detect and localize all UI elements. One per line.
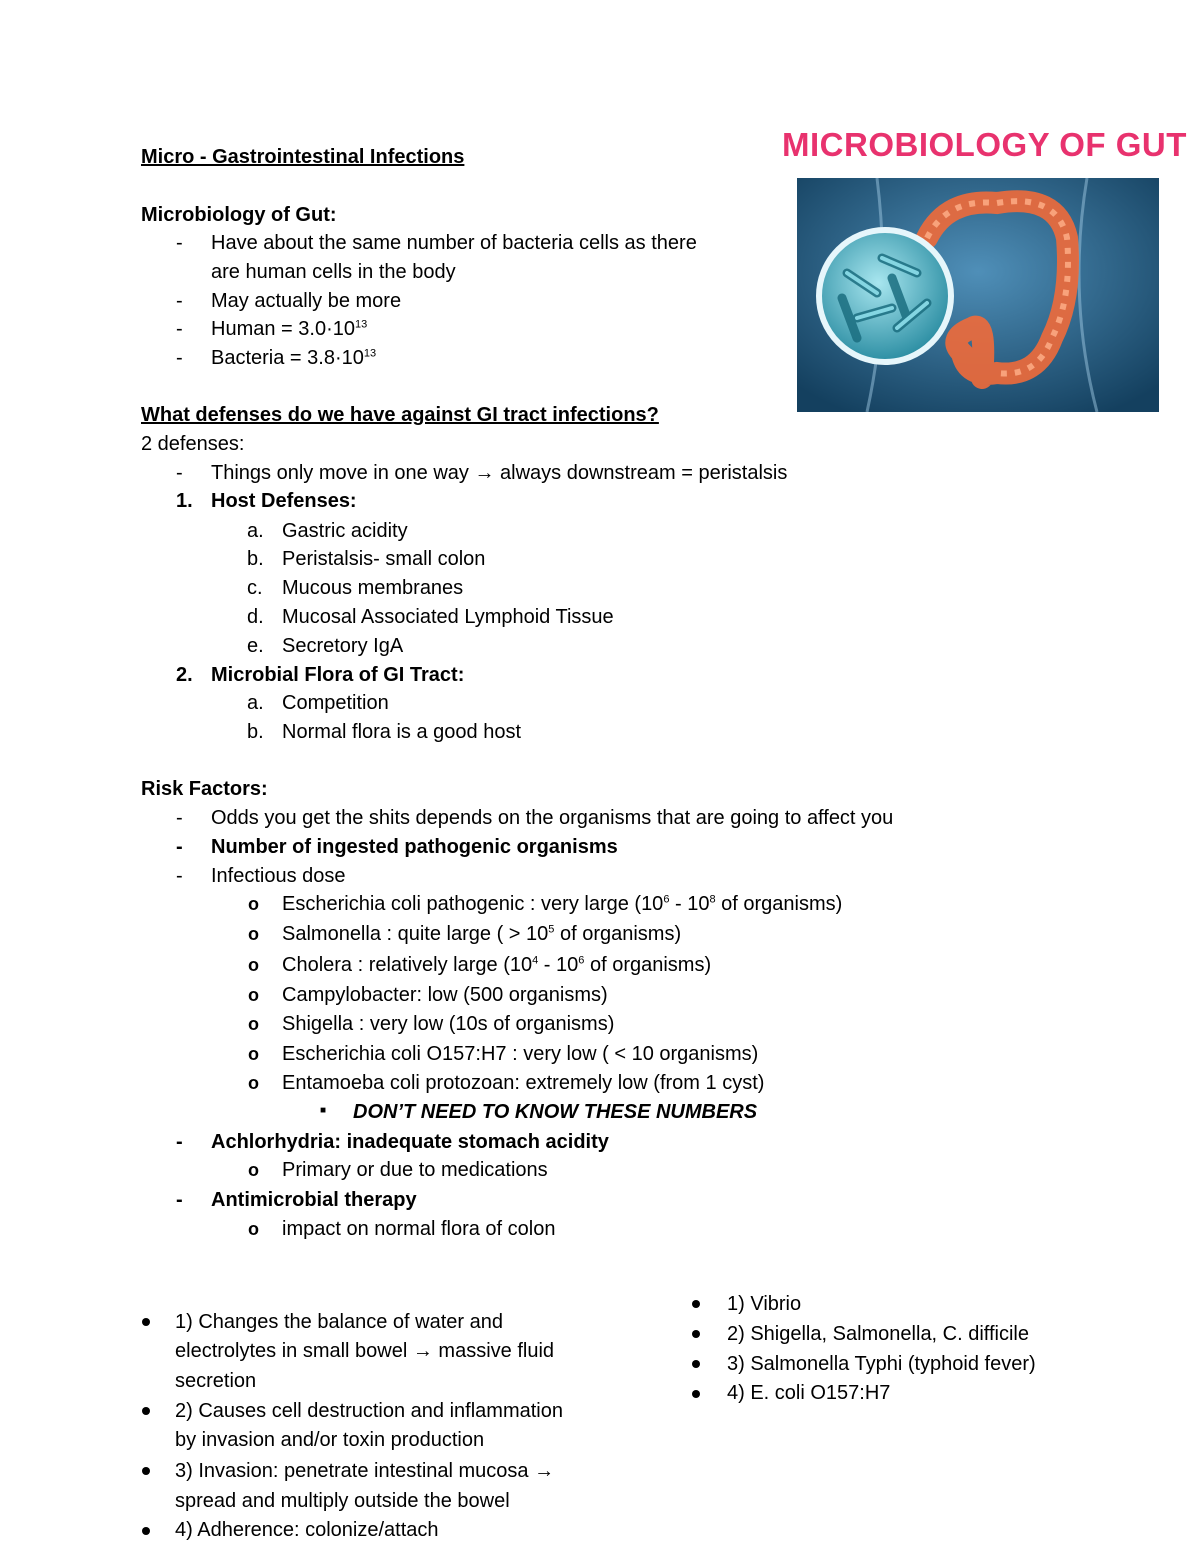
list-item (211, 318, 367, 340)
circle-bullet-icon: o (248, 985, 259, 1005)
dose-item: Cholera : relatively large ($10^4 - 10^6$ of organisms) (282, 954, 712, 976)
host-defenses-heading: Host Defenses: (211, 490, 357, 512)
list-item: Gastric acidity (282, 520, 408, 542)
dose-item: Salmonella : quite large ( > $10^5$ of organisms) (282, 923, 682, 945)
circle-bullet-icon: o (248, 1160, 259, 1180)
organism-item: 3) Salmonella Typhi (typhoid fever) (727, 1353, 1036, 1375)
mechanism-item: 4) Adherence: colonize/attach (175, 1519, 439, 1541)
organism-item: 2) Shigella, Salmonella, C. difficile (727, 1323, 1030, 1345)
section-heading-microbiology: Microbiology of Gut: (141, 204, 337, 226)
organism-item: 4) E. coli O157:H7 (727, 1382, 891, 1404)
list-item: Competition (282, 692, 389, 714)
mechanism-item: 1) Changes the balance of water and (175, 1311, 503, 1333)
list-number: 1. (176, 490, 193, 512)
document-title: Micro - Gastrointestinal Infections (141, 146, 465, 168)
dose-item: Escherichia coli O157:H7 : very low ( < 10 organisms) (282, 1043, 759, 1065)
circle-bullet-icon: o (248, 894, 259, 914)
hero-title: MICROBIOLOGY OF GUT (782, 126, 1187, 163)
circle-bullet-icon: o (248, 1219, 259, 1239)
dose-item: Campylobacter: low (500 organisms) (282, 984, 608, 1006)
mechanism-item-continuation: by invasion and/or toxin production (175, 1429, 485, 1451)
list-item: Mucous membranes (282, 577, 464, 599)
bullet-icon (692, 1330, 700, 1338)
list-letter: e. (247, 635, 264, 657)
section-heading-defenses: What defenses do we have against GI tract infections? (141, 404, 659, 426)
section-heading-risk-factors: Risk Factors: (141, 778, 268, 800)
mechanism-item-continuation: electrolytes in small bowel → massive fluid (175, 1340, 555, 1362)
list-letter: d. (247, 606, 264, 628)
bullet-icon (692, 1300, 700, 1308)
bullet-icon (142, 1467, 150, 1475)
circle-bullet-icon: o (248, 924, 259, 944)
human-count: Human = 3.0·10 (211, 318, 355, 340)
organism-item: 1) Vibrio (727, 1293, 802, 1315)
dose-item: Entamoeba coli protozoan: extremely low (from 1 cyst) (282, 1072, 765, 1094)
list-item: Secretory IgA (282, 635, 404, 657)
list-item: - Achlorhydria: inadequate stomach acidity (211, 1131, 609, 1153)
microbial-flora-heading: Microbial Flora of GI Tract: (211, 664, 465, 686)
list-number: 2. (176, 664, 193, 686)
dose-item: Shigella : very low (10s of organisms) (282, 1013, 615, 1035)
square-bullet-icon: ■ (320, 1105, 327, 1116)
note-dont-need: DON’T NEED TO KNOW THESE NUMBERS (353, 1101, 758, 1123)
bullet-icon (692, 1360, 700, 1368)
mechanism-item-continuation: secretion (175, 1370, 257, 1392)
circle-bullet-icon: o (248, 955, 259, 975)
defenses-intro: 2 defenses: (141, 433, 245, 455)
list-item: - Things only move in one way → always downstream = peristalsis (211, 462, 787, 484)
bullet-icon (142, 1407, 150, 1415)
list-item: - Antimicrobial therapy (211, 1189, 417, 1211)
mechanism-item-continuation: spread and multiply outside the bowel (175, 1490, 510, 1512)
list-item: Normal flora is a good host (282, 721, 522, 743)
list-item: - Infectious dose (211, 865, 346, 887)
list-item: - Odds you get the shits depends on the organisms that are going to affect you (211, 807, 893, 829)
gut-illustration (797, 178, 1159, 412)
exponent: 13 (363, 347, 377, 360)
bullet-icon (142, 1318, 150, 1326)
list-subitem: impact on normal flora of colon (282, 1218, 556, 1240)
circle-bullet-icon: o (248, 1014, 259, 1034)
circle-bullet-icon: o (248, 1073, 259, 1093)
list-item (211, 347, 376, 369)
bacteria-count: Bacteria = 3.8·10 (211, 347, 364, 369)
list-item: Peristalsis- small colon (282, 548, 486, 570)
mechanism-item: 2) Causes cell destruction and inflammation (175, 1400, 563, 1422)
list-item: Mucosal Associated Lymphoid Tissue (282, 606, 614, 628)
list-item-continuation: are human cells in the body (211, 261, 456, 283)
bullet-icon (692, 1390, 700, 1398)
dose-item: Escherichia coli pathogenic : very large ($10^6 - 10^8$ of organisms) (282, 893, 843, 915)
list-letter: a. (247, 520, 264, 542)
list-subitem: Primary or due to medications (282, 1159, 548, 1181)
circle-bullet-icon: o (248, 1044, 259, 1064)
mechanism-item: 3) Invasion: penetrate intestinal mucosa → (175, 1460, 555, 1482)
list-item: - Number of ingested pathogenic organisms (211, 836, 618, 858)
list-letter: a. (247, 692, 264, 714)
exponent: 13 (354, 318, 368, 331)
list-letter: b. (247, 548, 264, 570)
bullet-icon (142, 1527, 150, 1535)
list-item: - May actually be more (211, 290, 401, 312)
list-letter: c. (247, 577, 263, 599)
list-letter: b. (247, 721, 264, 743)
list-item: - Have about the same number of bacteria cells as there (211, 232, 697, 254)
